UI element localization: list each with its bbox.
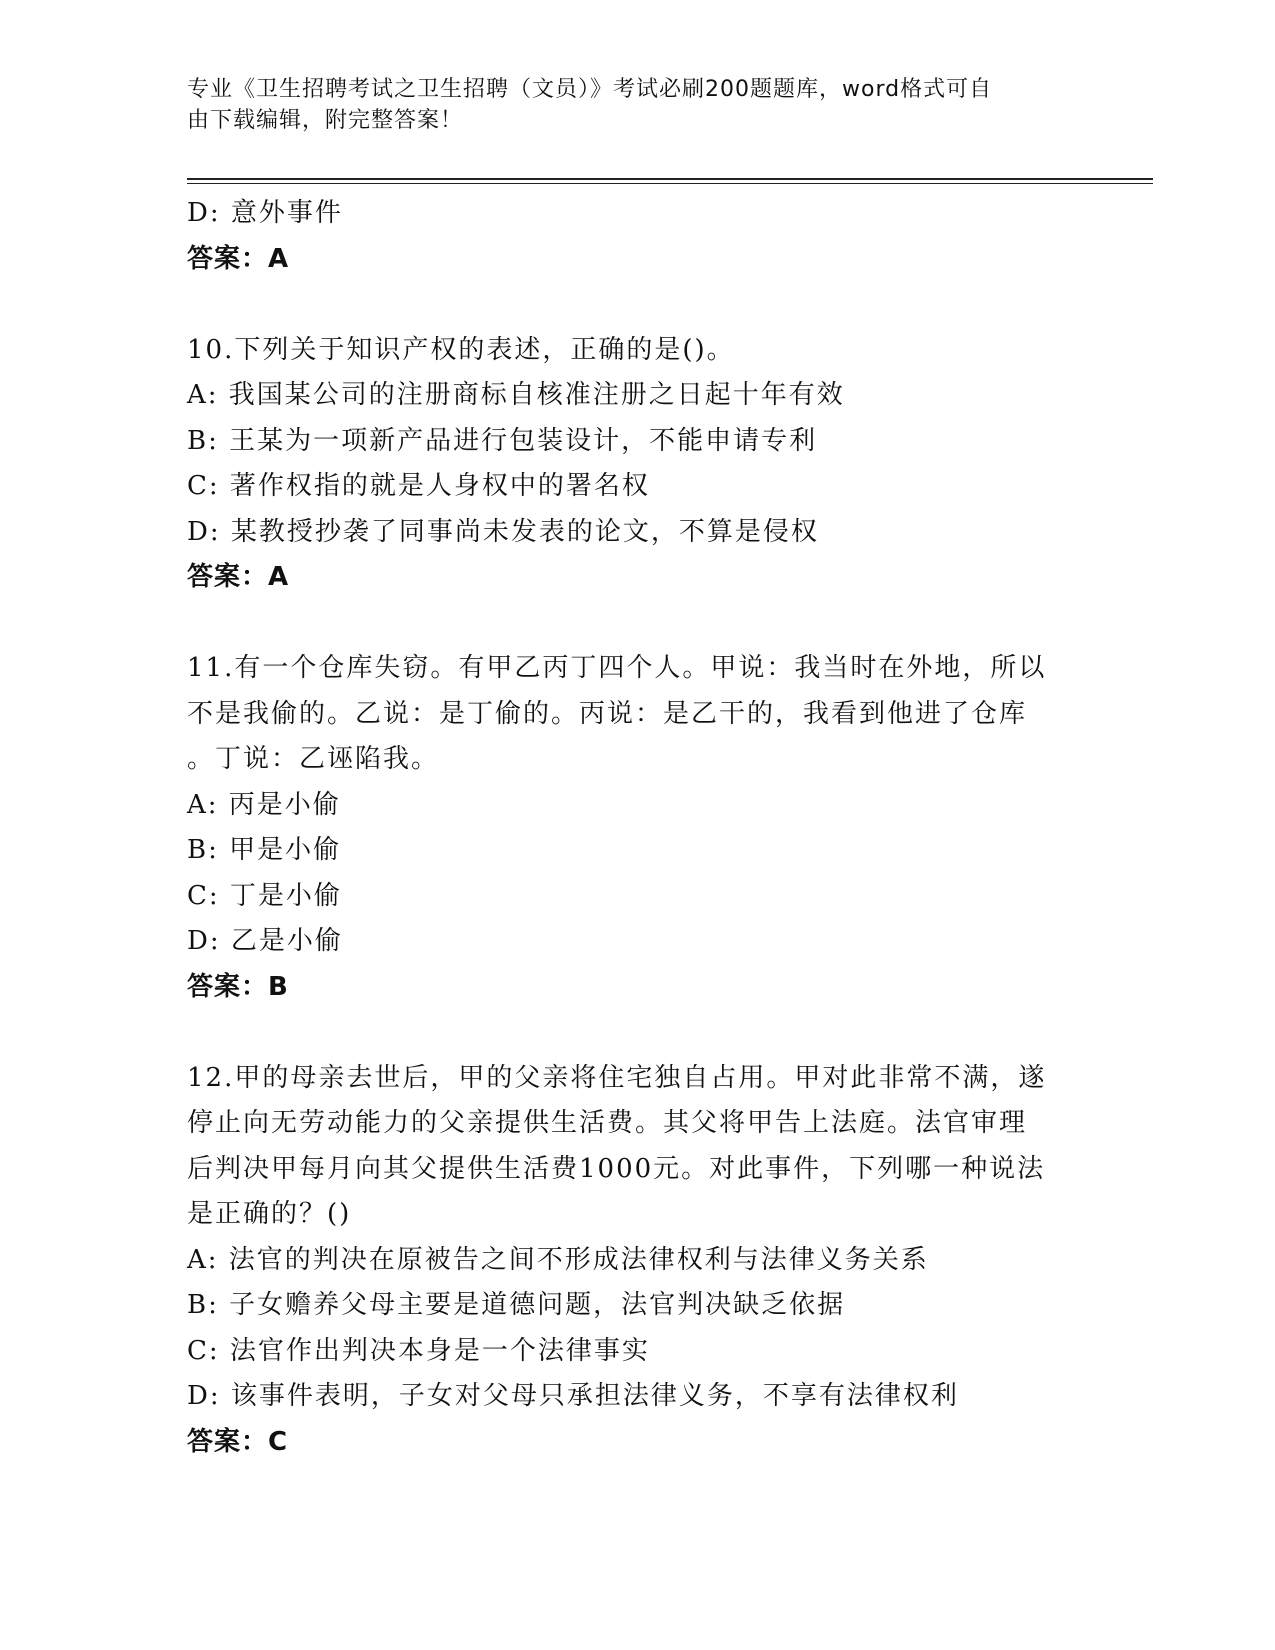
question-12 bbox=[187, 1056, 1087, 1466]
answer-line: 答案：C bbox=[187, 1426, 289, 1457]
question-stem-line-4: 是正确的？() bbox=[187, 1199, 352, 1229]
question-stem-line-1: 11.有一个仓库失窃。有甲乙丙丁四个人。甲说：我当时在外地，所以 bbox=[187, 653, 1047, 683]
document-header bbox=[187, 74, 1067, 136]
question-stem-line-3: 后判决甲每月向其父提供生活费1000元。对此事件，下列哪一种说法 bbox=[187, 1153, 1046, 1184]
answer-line: 答案：A bbox=[187, 562, 290, 592]
option-d: D: 某教授抄袭了同事尚未发表的论文，不算是侵权 bbox=[187, 516, 819, 547]
question-list bbox=[187, 191, 1087, 1465]
header-divider-thick bbox=[187, 178, 1153, 180]
question-11 bbox=[187, 646, 1087, 1010]
option-c: C: 法官作出判决本身是一个法律事实 bbox=[187, 1335, 650, 1366]
header-line-2: 由下载编辑，附完整答案！ bbox=[187, 108, 464, 133]
option-c: C: 丁是小偷 bbox=[187, 880, 342, 911]
question-stem-line-3: 。丁说：乙诬陷我。 bbox=[187, 744, 440, 774]
question-stem-line-2: 不是我偷的。乙说：是丁偷的。丙说：是乙干的，我看到他进了仓库 bbox=[187, 698, 1028, 729]
option-a: A: 我国某公司的注册商标自核准注册之日起十年有效 bbox=[187, 380, 845, 410]
header-divider-thin bbox=[187, 183, 1153, 184]
option-a: A: 法官的判决在原被告之间不形成法律权利与法律义务关系 bbox=[187, 1244, 929, 1275]
option-c: C: 著作权指的就是人身权中的署名权 bbox=[187, 471, 650, 501]
option-b: B: 子女赡养父母主要是道德问题，法官判决缺乏依据 bbox=[187, 1290, 846, 1320]
option-b: B: 甲是小偷 bbox=[187, 835, 342, 865]
header-line-1: 专业《卫生招聘考试之卫生招聘（文员）》考试必刷200题题库，word格式可自 bbox=[187, 77, 993, 102]
spacer bbox=[187, 601, 1087, 647]
option-d: D: 该事件表明，子女对父母只承担法律义务，不享有法律权利 bbox=[187, 1381, 959, 1411]
previous-question-tail bbox=[187, 191, 1087, 282]
option-a: A: 丙是小偷 bbox=[187, 789, 341, 820]
spacer bbox=[187, 1010, 1087, 1056]
question-stem-line-2: 停止向无劳动能力的父亲提供生活费。其父将甲告上法庭。法官审理 bbox=[187, 1108, 1028, 1138]
answer-line: 答案：B bbox=[187, 971, 289, 1002]
spacer bbox=[187, 282, 1087, 328]
question-10 bbox=[187, 328, 1087, 601]
answer-line: 答案：A bbox=[187, 243, 290, 274]
option-d: D: 乙是小偷 bbox=[187, 926, 343, 956]
option-d: D: 意外事件 bbox=[187, 198, 343, 228]
question-stem-line-1: 12.甲的母亲去世后，甲的父亲将住宅独自占用。甲对此非常不满，遂 bbox=[187, 1062, 1047, 1093]
option-b: B: 王某为一项新产品进行包装设计，不能申请专利 bbox=[187, 425, 818, 456]
question-stem: 10.下列关于知识产权的表述，正确的是()。 bbox=[187, 334, 735, 365]
